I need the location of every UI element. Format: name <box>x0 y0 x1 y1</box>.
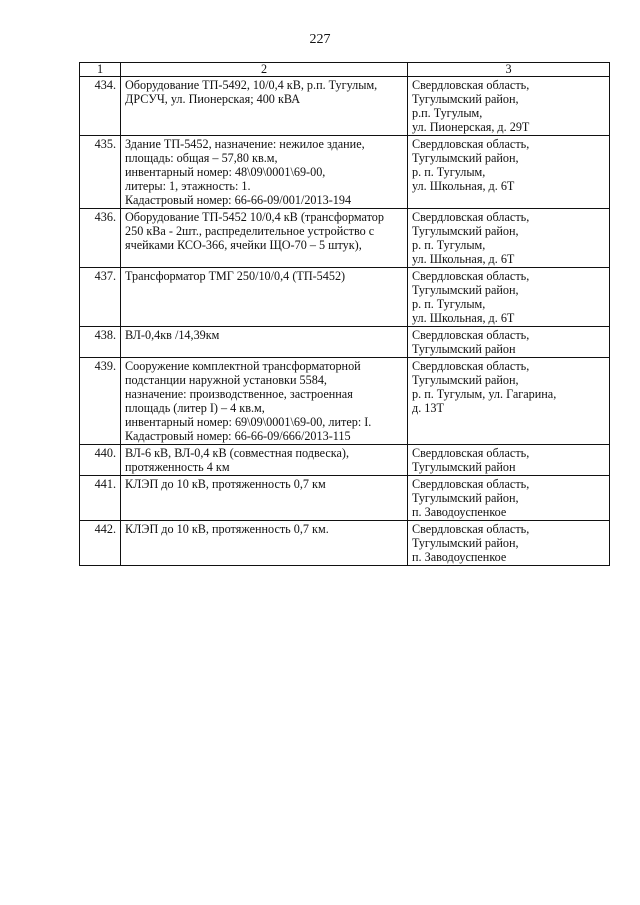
object-description: КЛЭП до 10 кВ, протяженность 0,7 км <box>121 476 408 521</box>
row-number: 442. <box>80 521 121 566</box>
column-header-description: 2 <box>121 63 408 77</box>
row-number: 435. <box>80 136 121 209</box>
object-address: Свердловская область, Тугулымский район, р. п. Тугулым, ул. Гагарина, д. 13Т <box>408 358 610 445</box>
row-number: 440. <box>80 445 121 476</box>
object-address: Свердловская область, Тугулымский район <box>408 445 610 476</box>
page-number: 227 <box>309 32 331 47</box>
table-row <box>80 136 610 209</box>
row-number: 439. <box>80 358 121 445</box>
table-row <box>80 358 610 445</box>
object-address: Свердловская область, Тугулымский район, р. п. Тугулым, ул. Школьная, д. 6Т <box>408 136 610 209</box>
table-row <box>80 77 610 136</box>
object-description: Оборудование ТП-5492, 10/0,4 кВ, р.п. Тугулым, ДРСУЧ, ул. Пионерская; 400 кВА <box>121 77 408 136</box>
object-description: Трансформатор ТМГ 250/10/0,4 (ТП-5452) <box>121 268 408 327</box>
column-header-number: 1 <box>80 63 121 77</box>
object-address: Свердловская область, Тугулымский район, п. Заводоуспенкое <box>408 521 610 566</box>
object-description: Здание ТП-5452, назначение: нежилое здание, площадь: общая – 57,80 кв.м, инвентарный номер: 48\09\0001\69-00, литеры: 1, этажность: 1. Кадастровый номер: 66-66-09/001/2013-194 <box>121 136 408 209</box>
object-address: Свердловская область, Тугулымский район <box>408 327 610 358</box>
property-registry-table <box>79 62 610 566</box>
row-number: 438. <box>80 327 121 358</box>
object-description: ВЛ-0,4кв /14,39км <box>121 327 408 358</box>
row-number: 437. <box>80 268 121 327</box>
object-description: ВЛ-6 кВ, ВЛ-0,4 кВ (совместная подвеска), протяженность 4 км <box>121 445 408 476</box>
object-description: Оборудование ТП-5452 10/0,4 кВ (трансформатор 250 кВа - 2шт., распределительное устройство с ячейками КСО-366, ячейки ЩО-70 – 5 штук), <box>121 209 408 268</box>
table-row <box>80 209 610 268</box>
object-address: Свердловская область, Тугулымский район, р. п. Тугулым, ул. Школьная, д. 6Т <box>408 209 610 268</box>
table-row <box>80 268 610 327</box>
row-number: 441. <box>80 476 121 521</box>
object-address: Свердловская область, Тугулымский район, п. Заводоуспенкое <box>408 476 610 521</box>
table-row <box>80 327 610 358</box>
table-header-row <box>80 63 610 77</box>
object-description: КЛЭП до 10 кВ, протяженность 0,7 км. <box>121 521 408 566</box>
object-address: Свердловская область, Тугулымский район, р.п. Тугулым, ул. Пионерская, д. 29Т <box>408 77 610 136</box>
table-row <box>80 445 610 476</box>
object-address: Свердловская область, Тугулымский район, р. п. Тугулым, ул. Школьная, д. 6Т <box>408 268 610 327</box>
row-number: 436. <box>80 209 121 268</box>
row-number: 434. <box>80 77 121 136</box>
table-row <box>80 476 610 521</box>
table-row <box>80 521 610 566</box>
object-description: Сооружение комплектной трансформаторной подстанции наружной установки 5584, назначение: производственное, застроенная площадь (литер I) – 4 кв.м, инвентарный номер: 69\09\0001\69-00, литер: I. Кадастровый номер: 66-66-09/666/2013-115 <box>121 358 408 445</box>
column-header-address: 3 <box>408 63 610 77</box>
